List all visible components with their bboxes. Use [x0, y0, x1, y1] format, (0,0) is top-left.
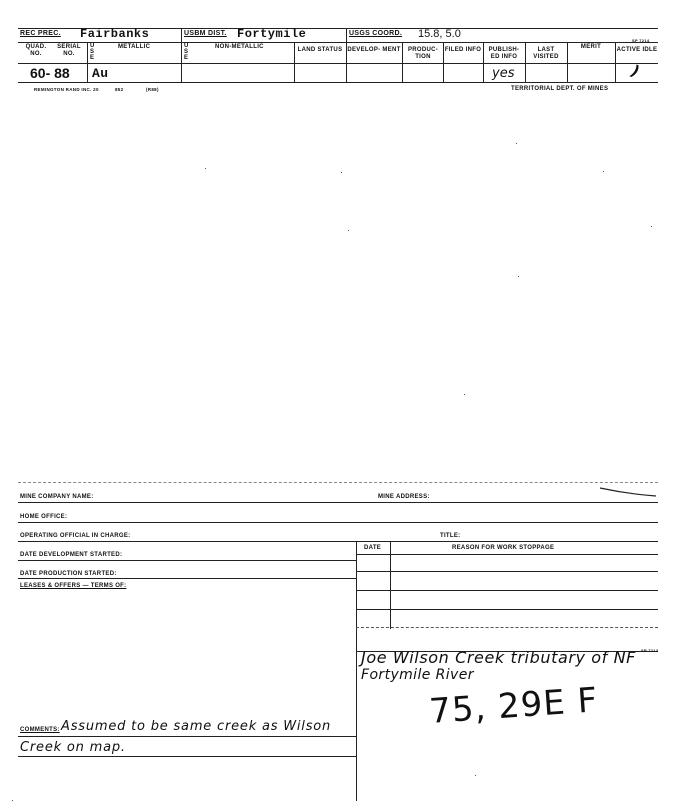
- col-development: DEVELOP- MENT: [347, 47, 401, 53]
- stoppage-left-border: [356, 541, 357, 651]
- usgs-coord-label: USGS COORD.: [349, 30, 403, 37]
- rule-date-prod: [18, 578, 356, 579]
- mine-company-label: MINE COMPANY NAME:: [20, 494, 94, 500]
- col-use-nonmetallic: U S E: [184, 43, 189, 61]
- note-line-2: Fortymile River: [361, 667, 474, 683]
- col-land-status: LAND STATUS: [297, 47, 343, 53]
- active-idle-mark: ): [629, 61, 642, 81]
- printer-name: REMINGTON RAND INC. 20: [34, 87, 99, 92]
- rec-prec-value: Fairbanks: [80, 27, 150, 41]
- note-form-number: SP 7213: [641, 648, 659, 653]
- col-last-visited: LAST VISITED: [533, 47, 559, 60]
- rule-company: [18, 502, 658, 503]
- rule-comments-1: [18, 736, 356, 737]
- operating-official-label: OPERATING OFFICIAL IN CHARGE:: [20, 533, 131, 539]
- quad-serial-value: 60- 88: [30, 65, 70, 81]
- department-name: TERRITORIAL DEPT. OF MINES: [511, 86, 609, 92]
- col-nonmetallic: NON-METALLIC: [215, 44, 264, 50]
- col-filed-info: FILED INFO: [444, 47, 482, 53]
- form-number: SP 7214: [632, 38, 650, 43]
- printer-suffix: (R88): [146, 87, 159, 92]
- speck: [651, 226, 652, 227]
- col-merit: MERIT: [580, 44, 602, 50]
- note-number: 75, 29E F: [428, 680, 600, 732]
- published-info-value: yes: [492, 66, 515, 81]
- speck: [516, 143, 517, 144]
- comments-line-1: Assumed to be same creek as Wilson: [61, 719, 332, 734]
- comments-line-2: Creek on map.: [20, 740, 126, 755]
- stoppage-reason-label: REASON FOR WORK STOPPAGE: [452, 545, 555, 551]
- printer-code: 852: [115, 87, 124, 92]
- col-serial-no: SERIAL NO.: [57, 44, 81, 57]
- usbm-dist-value: Fortymile: [237, 27, 307, 41]
- date-production-label: DATE PRODUCTION STARTED:: [20, 571, 117, 577]
- speck: [341, 172, 342, 173]
- metallic-value: Au: [92, 66, 109, 81]
- stoppage-rule-4: [356, 609, 658, 610]
- columns-bottom-rule: [18, 63, 658, 64]
- speck: [464, 394, 465, 395]
- stoppage-rule-5: [356, 627, 658, 628]
- home-office-label: HOME OFFICE:: [20, 514, 68, 520]
- speck: [518, 276, 519, 277]
- note-box-left-rule: [356, 651, 357, 801]
- usgs-coord-value: 15.8, 5.0: [418, 28, 461, 40]
- speck: [603, 171, 604, 172]
- note-line-1: Joe Wilson Creek tributary of NF: [361, 648, 636, 667]
- mine-address-label: MINE ADDRESS:: [378, 494, 430, 500]
- col-quad-no: QUAD. NO.: [25, 44, 47, 57]
- stoppage-rule-1: [356, 554, 658, 555]
- pen-stroke: [598, 486, 658, 498]
- header-mid-rule: [18, 42, 658, 43]
- record-bottom-rule: [18, 82, 658, 83]
- divider-metallic: [87, 42, 88, 83]
- col-active-idle: ACTIVE IDLE: [616, 47, 658, 53]
- speck: [12, 800, 13, 801]
- rule-home-office: [18, 522, 658, 523]
- divider-usbm: [181, 28, 182, 83]
- rule-date-dev: [18, 560, 356, 561]
- comments-label: COMMENTS:: [20, 727, 60, 733]
- usbm-dist-label: USBM DIST.: [184, 30, 227, 37]
- divider-usgs: [346, 28, 347, 83]
- col-use-metallic: U S E: [90, 43, 95, 61]
- col-metallic: METALLIC: [118, 44, 151, 50]
- stoppage-rule-2: [356, 571, 658, 572]
- rule-comments-2: [18, 756, 356, 757]
- speck: [348, 230, 349, 231]
- card-edge-rule: [18, 482, 658, 483]
- stoppage-rule-3: [356, 590, 658, 591]
- col-production: PRODUC- TION: [407, 47, 439, 60]
- col-published-info: PUBLISH- ED INFO: [488, 47, 520, 60]
- date-development-label: DATE DEVELOPMENT STARTED:: [20, 552, 123, 558]
- speck: [205, 168, 206, 169]
- rec-prec-label: REC PREC.: [20, 30, 61, 37]
- leases-label: LEASES & OFFERS — TERMS OF:: [20, 583, 127, 589]
- stoppage-date-label: DATE: [364, 545, 382, 551]
- rule-official: [18, 541, 658, 542]
- speck: [475, 775, 476, 776]
- title-label: TITLE:: [440, 533, 461, 539]
